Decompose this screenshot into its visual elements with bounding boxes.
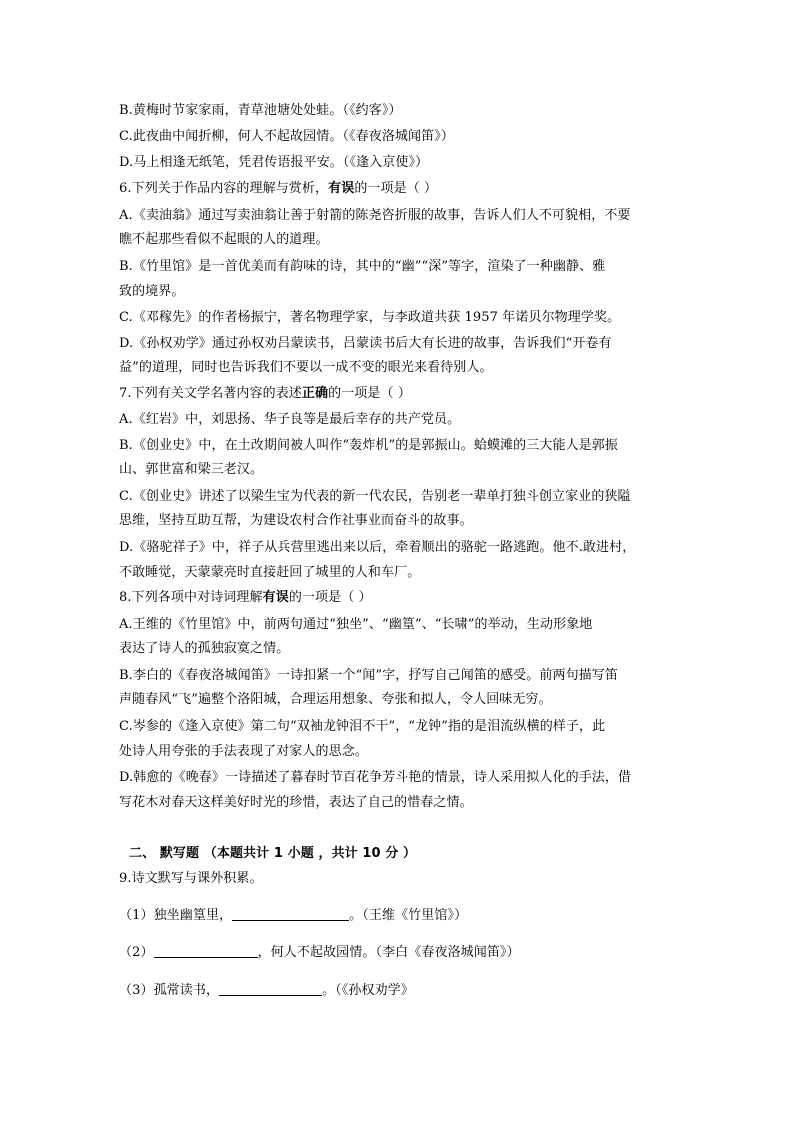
q7-stem-post: 的一项是（ ） <box>328 386 411 401</box>
q8-stem <box>119 589 372 607</box>
q8-option-a-line2: 表达了诗人的孤独寂寞之情。 <box>119 641 290 656</box>
q6-option-c-line1: C.《邓稼先》的作者杨振宁，著名物理学家，与李政道共获 1957 年诺贝尔物理学奖。 <box>119 310 621 325</box>
q7-option-a-line1: A.《红岩》中，刘思扬、华子良等是最后幸存的共产党员。 <box>119 412 461 427</box>
q7-option-d-line1: D.《骆驼祥子》中，祥子从兵营里逃出来以后，牵着顺出的骆驼一路逃跑。他不.敢进村， <box>119 540 636 555</box>
q9-item-1-pre: （1）独坐幽篁里， <box>119 908 233 923</box>
q9-item-2-blank[interactable] <box>154 945 258 958</box>
q6-stem-post: 的一项是（ ） <box>354 181 438 196</box>
q9-item-1-blank[interactable] <box>232 908 349 921</box>
q6-stem <box>119 180 437 198</box>
q9-item-3-post: 。（《孙权劝学》 <box>322 983 414 998</box>
q5-option-d: D.马上相逢无纸笔，凭君传语报平安。（《逢入京使》） <box>119 155 429 170</box>
q8-option-b-line1: B.李白的《春夜洛城闻笛》一诗扣紧一个“闻”字，抒写自己闻笛的感受。前两句描写笛 <box>119 668 618 683</box>
q8-option-b-line2: 声随春风“飞”遍整个洛阳城，合理运用想象、夸张和拟人，令人回味无穷。 <box>119 692 552 707</box>
q8-option-c-line2: 处诗人用夸张的手法表现了对家人的思念。 <box>119 744 368 759</box>
q9-item-3-pre: （3）孤常读书， <box>119 983 220 998</box>
q7-option-b-line1: B.《创业史》中，在土改期间被人叫作“轰炸机”的是郭振山。蛤蟆滩的三大能人是郭振 <box>119 438 618 453</box>
q7-stem-emphasis: 正确 <box>301 386 329 401</box>
q9-item-1 <box>119 907 467 925</box>
q6-option-a-line1: A.《卖油翁》通过写卖油翁让善于射箭的陈尧咨折服的故事，告诉人们人不可貌相，不要 <box>119 208 631 223</box>
q9-item-2 <box>119 944 520 962</box>
q6-option-b-line1: B.《竹里馆》是一首优美而有韵味的诗，其中的“幽”“深”等字，渲染了一种幽静、雅 <box>119 259 606 274</box>
q6-option-d-line1: D.《孙权劝学》通过孙权劝吕蒙读书，吕蒙读书后大有长进的故事，告诉我们“开卷有 <box>119 336 612 351</box>
q8-stem-post: 的一项是（ ） <box>288 590 372 605</box>
q5-option-c: C.此夜曲中闻折柳，何人不起故园情。（《春夜洛城闻笛》） <box>119 129 454 144</box>
section-heading: 二、 默写题 （本题共计 1 小题 ，共计 10 分 ） <box>129 846 417 861</box>
q9-item-2-post: ，何人不起故园情。（李白《春夜洛城闻笛》） <box>257 945 520 960</box>
q9-item-3 <box>119 982 414 1000</box>
q7-option-c-line2: 思维，坚持互助互帮，为建设农村合作社事业而奋斗的故事。 <box>119 513 473 528</box>
q7-option-b-line2: 山、郭世富和梁三老汉。 <box>119 462 264 477</box>
q8-stem-emphasis: 有误 <box>262 590 289 605</box>
q6-option-d-line2: 益”的道理，同时也告诉我们不要以一成不变的眼光来看待别人。 <box>119 360 493 375</box>
q8-stem-pre: 8.下列各项中对诗词理解 <box>119 590 263 605</box>
q7-stem <box>119 385 411 403</box>
q8-option-c-line1: C.岑参的《逢入京使》第二句“双袖龙钟泪不干”，“龙钟”指的是泪流纵横的样子，此 <box>119 719 606 734</box>
q9-item-1-post: 。（王维《竹里馆》） <box>349 908 468 923</box>
q7-option-c-line1: C.《创业史》讲述了以梁生宝为代表的新一代农民，告别老一辈单打独斗创立家业的狭隘 <box>119 489 631 504</box>
q9-item-3-blank[interactable] <box>219 983 322 996</box>
q9-item-2-pre: （2） <box>119 945 154 960</box>
q6-option-b-line2: 致的境界。 <box>119 284 185 299</box>
q7-option-d-line2: 不敢睡觉，天蒙蒙亮时直接赶回了城里的人和车厂。 <box>119 565 421 580</box>
q6-option-a-line2: 瞧不起那些看似不起眼的人的道理。 <box>119 232 329 247</box>
q8-option-d-line1: D.韩愈的《晚春》一诗描述了暮春时节百花争芳斗艳的情景，诗人采用拟人化的手法，借 <box>119 770 632 785</box>
q6-stem-pre: 6.下列关于作品内容的理解与赏析， <box>119 181 329 196</box>
q6-stem-emphasis: 有误 <box>328 181 355 196</box>
q8-option-d-line2: 写花木对春天这样美好时光的珍惜，表达了自己的惜春之情。 <box>119 795 473 810</box>
q9-stem: 9.诗文默写与课外积累。 <box>119 871 263 886</box>
q8-option-a-line1: A.王维的《竹里馆》中，前两句通过“独坐”、“幽篁”、“长啸”的举动，生动形象地 <box>119 617 593 632</box>
q5-option-b: B.黄梅时节家家雨，青草池塘处处蛙。（《约客》） <box>119 103 402 118</box>
q7-stem-pre: 7.下列有关文学名著内容的表述 <box>119 386 302 401</box>
